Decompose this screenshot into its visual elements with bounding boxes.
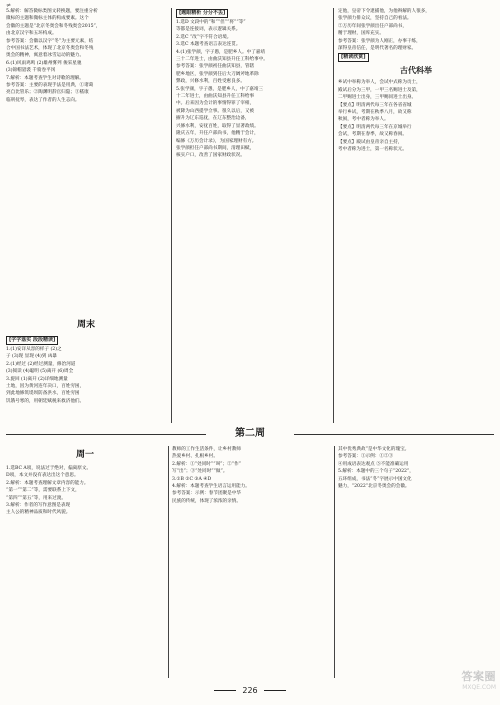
text-line: 编修《万历会计录》，为国家理财有方。: [176, 138, 257, 144]
text-line: 3.选C 本题考查语言表达连贯。: [176, 42, 241, 48]
text-line: (3)阅读 (4)聪明 (5)离开 (6)周全: [6, 369, 74, 375]
text-line: 张学颜力排众议，坚持自己的看法。: [338, 16, 412, 22]
text-line: ④用成语表达观点 ⑤不能准确运用: [338, 461, 409, 467]
weekend-title: 周末: [76, 320, 95, 330]
text-line: 其中优秀典故”是中华文化的瑰宝。: [338, 447, 410, 452]
text-line: 5.解析：解答微标类图文转换题，要注重分析: [6, 9, 98, 14]
text-line: 写“出”；③“处同时”“做”。: [172, 469, 228, 475]
week-section-band: [6, 427, 494, 441]
text-line: 7.解析：本题考查学生对诗歌的理解。: [6, 75, 84, 81]
bottom-column-2: [172, 446, 330, 681]
text-line: 主人公的精神品质和时代风貌。: [6, 510, 71, 516]
text-line: 1.选BC A项，说法过于绝对，偏离原文。: [6, 466, 92, 471]
text-line: 子 (3)现 显现 (4)到 凶暴: [6, 354, 58, 360]
text-line: 隆庆五年，升任户部尚书，他精于会计，: [176, 131, 259, 137]
page-number-text: 226: [242, 686, 258, 695]
text-line: 参考答案：会徽以汉字“冬”为主要元素，结: [6, 38, 94, 44]
text-line: 三十二年进士，由曲沃知县升任工科给事中。: [176, 57, 268, 63]
text-line: 秋闱，考中者称为举人。: [338, 117, 389, 123]
page-num-dash-left: [214, 690, 236, 691]
text-line: 教师的工作生活条件，让乡村教师: [172, 447, 241, 452]
text-line: 亮自比管乐；②陶渊明辞官归隐；③嵇康: [6, 90, 89, 96]
text-line: 二甲赐进士出身，三甲赐同进士出身。: [338, 95, 417, 101]
text-line: 五环组成，书法“冬”字展示中国文化: [338, 476, 412, 482]
column-divider-left: [171, 8, 172, 423]
left-column-weekend: [6, 316, 166, 426]
text-line: 【要点】殿试由皇帝亲自主持，: [338, 139, 403, 145]
week-band-title: 第二周: [235, 428, 265, 439]
text-line: 殿试后分为三甲，一甲三名赐进士及第，: [338, 87, 421, 93]
text-line: 【要点】明清两代每三年在各省省城: [338, 102, 412, 108]
page-number: [0, 686, 500, 696]
text-line: (3)锦帽貂裘 千骑卷平冈: [6, 68, 56, 74]
text-line: 精于理财，国库充实。: [338, 31, 384, 37]
text-line: 饥饿号寒的，用朝廷赋税来救济他们。: [6, 398, 85, 404]
text-line: 考中者称为进士，第一名称状元。: [338, 147, 407, 153]
text-line: D项，本文并没有表达出这个意思。: [6, 473, 79, 479]
text-line: 举行乡试，考期在秋季八月，故又称: [338, 110, 412, 116]
bottom-divider-1: [168, 446, 169, 678]
text-line: 1.选D 文段中的“和”“但”“将”“等”: [176, 20, 246, 25]
watermark-text: 答案圈: [461, 670, 496, 683]
text-line: 5.张学颜，字子愚，是肥乡人，中了嘉靖三: [176, 86, 264, 92]
text-line: 张学颜担任户部尚书期间，清理田赋，: [176, 145, 255, 151]
text-line: “第四”“第五”等，用来过渡。: [6, 495, 66, 501]
text-line: 擢升为辽东巡抚，在辽东整治边备，: [176, 116, 250, 122]
bottom-column-1: [6, 446, 164, 681]
text-line: 兴修水利，安抚百姓，取得了显著政绩。: [176, 123, 259, 129]
bottom-column-3: [338, 446, 494, 681]
mid-box-heading: [题眼精析 分分不丢]: [176, 9, 228, 18]
text-line: 民族的传统，体现了浓浓的亲情。: [172, 498, 241, 504]
text-line: 参考答案：张学颜为人刚正，办事干练，: [338, 38, 421, 44]
text-line: 2.(1)经过 (2)经过测量，修治河道: [6, 361, 76, 367]
text-line: 十二年进士，由曲沃知县升任工科给事: [176, 94, 255, 100]
text-line: 定他，皇帝下令逮捕他，为他辩解的人很多，: [338, 9, 430, 14]
text-line: 由北京汉字和五环构成。: [6, 31, 57, 37]
column-divider-right: [333, 8, 334, 423]
zhou-yi-title: 周一: [75, 450, 94, 460]
text-line: 临刑抚琴，表达了作者的人生志向。: [6, 97, 80, 103]
bottom-divider-2: [334, 446, 335, 678]
text-line: 参考答案：张学颜初任曲沃知县，管辖: [176, 64, 255, 70]
text-line: 深得皇帝信任，是明代著名的理财家。: [338, 46, 417, 52]
text-line: 土地，因为黄河连年决口，百姓穷困，: [6, 384, 85, 390]
text-line: 参考答案：①示例：①②③: [338, 454, 394, 460]
text-line: 5.解析：本题中的三个句子“2022”，: [338, 469, 414, 475]
text-line: 热爱乡村、扎根乡村。: [172, 454, 218, 460]
text-line: 2.解析：①“处同时”“叫”；②“作”: [172, 461, 242, 467]
text-line: 微标的主题和微标主体的构成要素。这个: [6, 16, 89, 22]
weekend-box-heading: [字字落实 段段精读]: [6, 336, 58, 345]
text-line: 4.解析：本题考查学生语言运用能力。: [172, 484, 250, 490]
watermark: [462, 668, 497, 691]
text-line: 1.(1)安详从容的样子 (2)之: [6, 347, 62, 352]
text-line: 2.解析：本题考查理解文章内容的能力。: [6, 480, 89, 486]
text-line: 等都是连接词，表示逻辑关系。: [176, 27, 241, 33]
text-line: 3.①B ②C ③A ④D: [172, 476, 212, 482]
text-line: 参考答案：主要的表现手法是用典，①诸葛: [6, 83, 94, 89]
text-line: 到此地修筑堤坝防备洪水，百姓穷困: [6, 391, 80, 397]
right-box-heading: [精读欣赏]: [338, 53, 369, 62]
text-line: 6.(1)风雨鸡鸣 (2)雄州雾列 俊采星驰: [6, 60, 82, 66]
text-line: 奥会的精神，寓意着冰雪运动的魅力。: [6, 53, 85, 59]
text-line: 中。后来因为会计的事情得罪了宰相，: [176, 101, 255, 107]
middle-column: [176, 8, 328, 426]
header-mark: ≠: [6, 2, 12, 9]
text-line: 参考答案：示例：春节团聚是中华: [172, 491, 241, 497]
text-line: 肥乡地区，张学颜到任后大刀阔斧地革除: [176, 71, 259, 77]
text-line: 【要点】明清两代每三年在京城举行: [338, 124, 412, 130]
text-line: 会徽的主题是“北京冬奥会和冬残奥会2015”，: [6, 23, 101, 29]
text-line: 4.(1)张学颜，字子愚，是肥乡人。中了嘉靖: [176, 49, 265, 55]
right-column: [338, 8, 494, 426]
text-line: 魅力，“2022”北京冬奥会的会徽。: [338, 484, 410, 490]
text-line: 3.解析：作者的写作意图是表现: [6, 503, 71, 509]
text-line: 核实户口，改善了国家财政状况。: [176, 153, 245, 159]
text-line: ②万历年间张学颜出任户部尚书，: [338, 23, 407, 29]
text-line: 2.选C “改”字不符合语境。: [176, 34, 232, 40]
text-line: 乡试中举称为举人，会试中式称为贡士，: [338, 80, 421, 86]
right-subtitle: 古代科举: [400, 66, 432, 76]
text-line: 被降为山西提学佥事。很久以后，又被: [176, 108, 255, 114]
text-line: 会试，考期在春季，故又称春闱。: [338, 132, 407, 138]
watermark-url: MXQE.COM: [462, 684, 496, 691]
page-num-dash-right: [264, 690, 286, 691]
left-column-top: [6, 8, 166, 308]
text-line: 弊政，兴修水利，百姓受惠良多。: [176, 79, 245, 85]
text-line: 3.旋回 (1)离开 (2)详细地测量: [6, 376, 68, 382]
text-line: 合中国书法艺术，体现了北京冬奥会和冬残: [6, 46, 94, 52]
text-line: “第一”“第二”等，需要联系上下文，: [6, 488, 80, 494]
